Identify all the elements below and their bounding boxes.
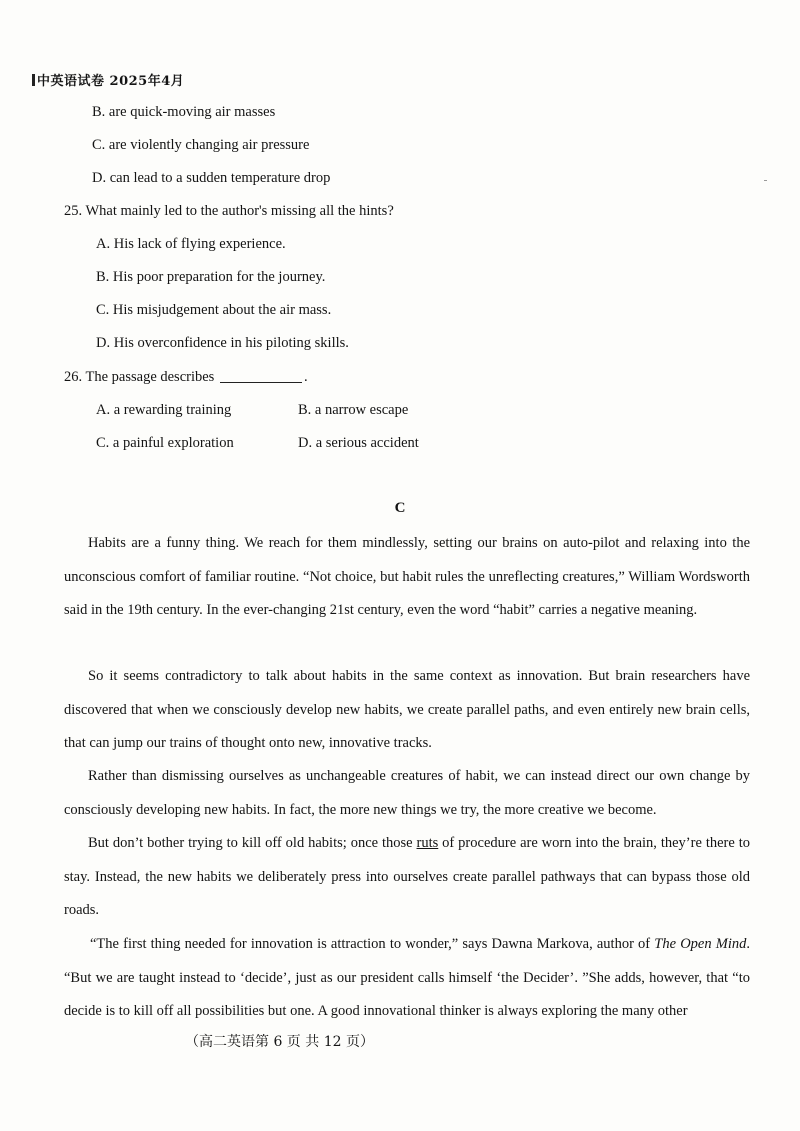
passage-paragraph-3: Rather than dismissing ourselves as unchangeable creatures of habit, we can instead direct our own change by consciously developing new habits. In fact, the more new things we try, the more creative we become. <box>64 768 750 818</box>
q26-stem-text: 26. The passage describes <box>64 369 215 385</box>
q25-option-d: D. His overconfidence in his piloting skills. <box>96 335 349 351</box>
passage-paragraph-1: Habits are a funny thing. We reach for them mindlessly, setting our brains on auto-pilot and relaxing into the unconscious comfort of familiar routine. “Not choice, but habit rules the unreflecting creatures,” William Wordsworth said in the 19th century. In the ever-changing 21st century, even the word “habit” carries a negative meaning. <box>64 535 750 618</box>
passage-paragraph-2: So it seems contradictory to talk about habits in the same context as innovation. But brain researchers have discovered that when we consciously develop new habits, we create parallel paths, and even entirely new brain cells, that can jump our trains of thought onto new, innovative tracks. <box>64 668 750 751</box>
paragraph-5-end: . “But we are taught instead to ‘decide’, just as our president calls himself ‘the Decider’. ”She adds, however, that “to decide is to kill off all possibilities but one. A good innovational thinker is always exploring the many other <box>64 936 751 1019</box>
q26-option-d: D. a serious accident <box>298 435 419 451</box>
q25-option-c: C. His misjudgement about the air mass. <box>96 302 332 318</box>
page-footer: （高二英语第 6 页 共 12 页） <box>185 1034 374 1050</box>
paragraph-5-start: “The first thing needed for innovation is attraction to wonder,” says Dawna Markova, author of <box>90 936 655 952</box>
q25-option-b: B. His poor preparation for the journey. <box>96 269 326 285</box>
paragraph-4-end: of procedure are worn into the brain, they’re there to stay. Instead, the new habits we deliberately press into ourselves create parallel pathways that can bypass those old roads. <box>64 835 750 918</box>
q25-stem: 25. What mainly led to the author's missing all the hints? <box>64 203 394 219</box>
q24-option-b: B. are quick-moving air masses <box>92 104 276 120</box>
q24-option-d: D. can lead to a sudden temperature drop <box>92 170 331 186</box>
section-title: C <box>394 500 406 516</box>
underlined-word: ruts <box>416 835 439 851</box>
page-header <box>32 70 184 89</box>
passage-paragraph-5 <box>64 928 750 1029</box>
q26-stem <box>64 369 308 386</box>
answer-blank <box>220 370 302 383</box>
header-text: 中英语试卷 2025年4月 <box>37 74 185 89</box>
q24-option-c: C. are violently changing air pressure <box>92 137 310 153</box>
q25-option-a: A. His lack of flying experience. <box>96 236 286 252</box>
book-title: The Open Mind <box>654 936 747 952</box>
q26-option-a: A. a rewarding training <box>96 402 232 418</box>
passage-paragraph-4 <box>64 827 750 928</box>
q26-option-c: C. a painful exploration <box>96 435 234 451</box>
q26-stem-end: . <box>303 369 308 385</box>
header-mark <box>32 74 35 86</box>
scan-speck <box>764 180 767 181</box>
paragraph-4-start: But don’t bother trying to kill off old habits; once those <box>88 835 417 851</box>
q26-option-b: B. a narrow escape <box>298 402 409 418</box>
